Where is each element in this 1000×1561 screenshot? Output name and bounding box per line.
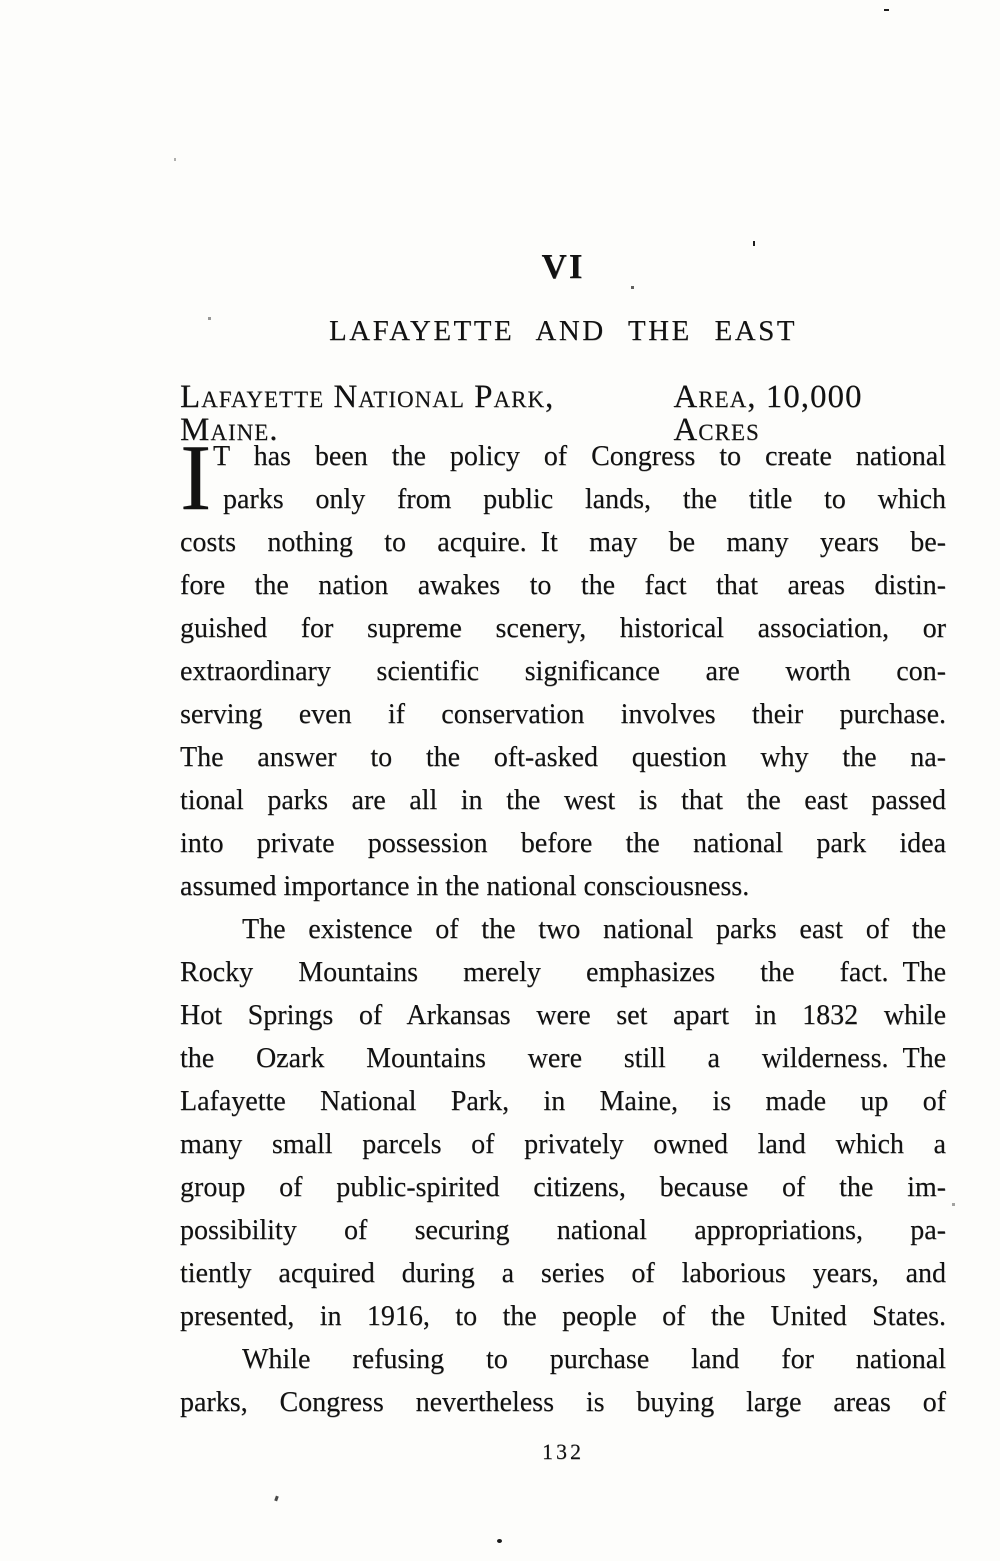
paragraph	[180, 1338, 946, 1424]
text-line: T has been the policy of Congress to create national	[213, 441, 946, 472]
text-line: into private possession before the national park idea	[180, 828, 946, 859]
text-line: guished for supreme scenery, historical association, or	[180, 613, 946, 644]
text-line: extraordinary scientific significance are worth con-	[180, 656, 946, 687]
scan-speck	[753, 241, 755, 246]
text-line: parks only from public lands, the title to which	[223, 484, 946, 515]
text-line: Lafayette National Park, in Maine, is made up of	[180, 1086, 946, 1117]
chapter-title: LAFAYETTE AND THE EAST	[328, 315, 798, 347]
paragraph	[180, 426, 946, 908]
text-line: Rocky Mountains merely emphasizes the fact. The	[180, 957, 946, 988]
text-line: While refusing to purchase land for national	[242, 1344, 946, 1375]
text-line: assumed importance in the national consciousness.	[180, 871, 750, 902]
text-line: serving even if conservation involves their purchase.	[180, 699, 946, 730]
scan-speck	[631, 286, 634, 289]
text-line: costs nothing to acquire. It may be many years be-	[180, 527, 946, 558]
scan-speck	[174, 158, 176, 161]
body-text	[180, 426, 946, 1424]
paragraph	[180, 908, 946, 1338]
scan-speck	[274, 1496, 279, 1502]
text-line: The answer to the oft-asked question why the na-	[180, 742, 946, 773]
text-line: group of public-spirited citizens, because of the im-	[180, 1172, 946, 1203]
page-number: 132	[542, 1439, 584, 1464]
text-line: possibility of securing national appropriations, pa-	[180, 1215, 946, 1246]
text-line: presented, in 1916, to the people of the United States.	[180, 1301, 946, 1332]
subtitle-park-name: Lafayette National Park, Maine.	[180, 379, 555, 448]
text-line: tional parks are all in the west is that the east passed	[180, 785, 946, 816]
text-line: many small parcels of privately owned land which a	[180, 1129, 946, 1160]
text-line: parks, Congress nevertheless is buying large areas of	[180, 1387, 946, 1418]
scan-speck	[952, 1203, 955, 1206]
text-line: The existence of the two national parks east of the	[242, 914, 946, 945]
text-line: the Ozark Mountains were still a wilderness. The	[180, 1043, 946, 1074]
chapter-number: VI	[541, 247, 585, 286]
scan-speck	[497, 1539, 502, 1543]
text-line: Hot Springs of Arkansas were set apart in 1832 while	[180, 1000, 946, 1031]
drop-cap: I	[180, 426, 212, 530]
scan-speck	[884, 9, 889, 11]
subtitle-area: Area, 10,000 Acres	[673, 379, 863, 448]
text-line: fore the nation awakes to the fact that areas distin-	[180, 570, 946, 601]
text-line: tiently acquired during a series of laborious years, and	[180, 1258, 946, 1289]
